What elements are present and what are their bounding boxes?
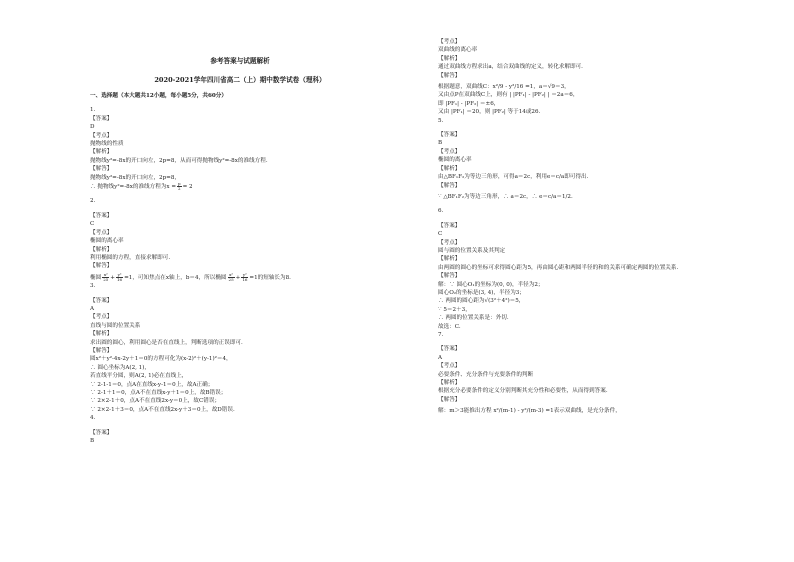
fraction-denominator: 2	[178, 186, 181, 192]
solution-label: 【解答】	[438, 396, 461, 403]
topic-text: 必要条件、充分条件与充要条件的判断	[438, 371, 534, 378]
solution-line: 若直线平分圆，则A(2, 1)必在直线上，	[90, 373, 188, 380]
answer-value: D	[90, 124, 95, 131]
solution-line: ∵ △BF₁F₂为等边三角形，∴ a＝2c，∴ e＝c/a＝1/2.	[438, 193, 573, 200]
solution-label: 【解答】	[90, 263, 113, 270]
answer-label: 【答案】	[438, 346, 461, 353]
question-number: 6.	[438, 208, 444, 215]
solution-text: 椭圆	[90, 274, 102, 281]
solution-line: 又由 |PF₁| ＝20，则 |PF₂| 等于14或26.	[438, 109, 541, 116]
fraction: $\frac{\text{x²}}{25}$	[228, 271, 234, 282]
solution-line: ∴ 两圆的圆心距为√(3²＋4²)＝5，	[438, 298, 525, 305]
solution-line: 抛物线y²=-8x的开口向左，2p=8，	[90, 174, 181, 181]
solution-line: ∵ 2×2-1＋0，点A不在直线2x-y＝0上，故C错误；	[90, 398, 221, 405]
answer-label: 【答案】	[438, 132, 461, 139]
analysis-text: 通过双曲线方程求出a，结合双曲线的定义，转化求解即可.	[438, 64, 583, 71]
question-number: 2.	[90, 198, 96, 205]
fraction	[177, 182, 182, 191]
solution-line: 根据题意，双曲线C：x²/9 - y²/16 =1，a＝√9＝3，	[438, 84, 570, 91]
solution-line: 解：m＞3能推出方程 x²/(m-1) - y²/(m-3) =1表示双曲线，是充分条件，	[438, 408, 621, 415]
question-number: 1.	[90, 107, 96, 114]
left-column	[90, 92, 390, 445]
topic-text: 抛物线的性质	[90, 141, 124, 148]
topic-label: 【考点】	[90, 132, 113, 139]
solution-line: ∵ 2-1＋1＝0，点A不在直线x-y＋1＝0上，故B错误；	[90, 390, 227, 396]
analysis-label: 【解析】	[90, 149, 113, 156]
question-number: 3.	[90, 283, 96, 290]
solution-text: ∴ 抛物线y²=-8x的准线方程为x =	[90, 184, 177, 191]
answer-label: 【答案】	[90, 115, 113, 122]
document-heading: 参考答案与试题解析	[210, 57, 270, 65]
answer-label: 【答案】	[438, 222, 461, 229]
solution-text: = 2	[182, 184, 193, 191]
solution-line: 即 |PF₁| - |PF₂| ＝±6，	[438, 100, 500, 107]
analysis-label: 【解析】	[438, 55, 461, 62]
solution-line: 椭圆 $\frac{\text{x²}}{25}$ + $\frac{\text{y²}}{16}$ =1，可知焦点在x轴上，b＝4，所以椭圆 $\frac{\text{x²}}{25}$ + $\frac{\text{y²}}{16}$ =1的短轴长为8.	[90, 271, 291, 282]
solution-label: 【解答】	[438, 72, 461, 79]
answer-value: B	[438, 140, 443, 147]
solution-label: 【解答】	[90, 347, 113, 354]
solution-line: ∵ 5＝2＋3，	[438, 306, 471, 313]
right-column	[438, 38, 738, 416]
solution-line: 圆x²＋y²-4x-2y＋1＝0的方程可化为(x-2)²＋(y-1)²＝4，	[90, 356, 232, 363]
analysis-text: 根据充分必要条件的定义分别判断其充分性和必要性，从而得到答案.	[438, 388, 608, 395]
analysis-label: 【解析】	[438, 256, 461, 263]
analysis-label: 【解析】	[90, 246, 113, 253]
solution-text: =1的短轴长为8.	[249, 274, 291, 281]
fraction: $\frac{\text{y²}}{16}$	[116, 271, 123, 282]
topic-text: 椭圆的离心率	[90, 238, 124, 245]
answer-value: B	[90, 438, 95, 445]
analysis-text: 求出圆的圆心，利用圆心是否在直线上，判断选项的正误即可.	[90, 339, 243, 346]
solution-label: 【解答】	[438, 182, 461, 189]
section-heading: 一、选择题（本大题共12小题，每小题5分，共60分）	[90, 93, 227, 99]
topic-label: 【考点】	[438, 363, 461, 370]
answer-value: C	[438, 231, 443, 238]
analysis-text: 抛物线y²=-8x的开口向左，2p=8，从而可得抛物线y²=-8x的准线方程.	[90, 157, 268, 164]
answer-label: 【答案】	[90, 429, 113, 436]
topic-text: 直线与圆的位置关系	[90, 322, 141, 329]
solution-label: 【解答】	[438, 273, 461, 280]
topic-text: 双曲线的离心率	[438, 47, 478, 54]
solution-line: 故选：C.	[438, 323, 461, 330]
topic-label: 【考点】	[90, 314, 113, 321]
solution-label: 【解答】	[90, 166, 113, 173]
exam-title: 2020-2021学年四川省高二（上）期中数学试卷（理科）	[154, 76, 326, 84]
topic-label: 【考点】	[90, 229, 113, 236]
topic-text: 圆与圆的位置关系及其判定	[438, 247, 506, 254]
solution-line: 解：∵ 圆心O₁的坐标为(0, 0)，半径为2；	[438, 281, 544, 288]
answer-value: C	[90, 221, 95, 228]
analysis-text: 由△BF₁F₂为等边三角形，可得a＝2c，利用e＝c/a即可得出.	[438, 174, 589, 181]
solution-line	[90, 182, 390, 191]
fraction: $\frac{\text{x²}}{25}$	[103, 271, 109, 282]
question-number: 5.	[438, 117, 444, 124]
topic-label: 【考点】	[438, 39, 461, 45]
analysis-text: 利用椭圆的方程，直接求解即可.	[90, 254, 171, 261]
analysis-label: 【解析】	[438, 380, 461, 387]
answer-label: 【答案】	[90, 212, 113, 219]
solution-line: 又由点P在双曲线C上，则有 | |PF₁| - |PF₂| | ＝2a＝6，	[438, 92, 579, 99]
topic-label: 【考点】	[438, 239, 461, 246]
answer-label: 【答案】	[90, 297, 113, 304]
question-number: 7.	[438, 332, 444, 338]
topic-label: 【考点】	[438, 148, 461, 155]
question-number: 4.	[90, 415, 96, 422]
analysis-label: 【解析】	[438, 165, 461, 172]
solution-line: ∴ 两圆的位置关系是：外切.	[438, 315, 509, 322]
fraction-numerator: p	[178, 181, 181, 187]
analysis-label: 【解析】	[90, 331, 113, 338]
fraction: $\frac{\text{y²}}{16}$	[242, 271, 248, 282]
answer-value: A	[438, 354, 443, 361]
solution-line: ∵ 2-1-1＝0，点A在直线x-y-1＝0上，故A正确；	[90, 381, 214, 388]
topic-text: 椭圆的离心率	[438, 157, 472, 164]
solution-line: ∴ 圆心坐标为A(2, 1)，	[90, 364, 151, 371]
solution-text: =1，可知焦点在x轴上，b＝4，所以椭圆	[124, 274, 227, 281]
solution-line: 圆心O₂的坐标是(3, 4)，半径为3；	[438, 289, 525, 296]
solution-line: ∵ 2×2-1＋3＝0，点A不在直线2x-y＋3＝0上，故D错误.	[90, 406, 235, 413]
answer-value: A	[90, 305, 95, 312]
analysis-text: 由两圆的圆心的坐标可求得圆心距为5，再由圆心距和两圆半径的和的关系可确定两圆的位置关系.	[438, 264, 679, 271]
